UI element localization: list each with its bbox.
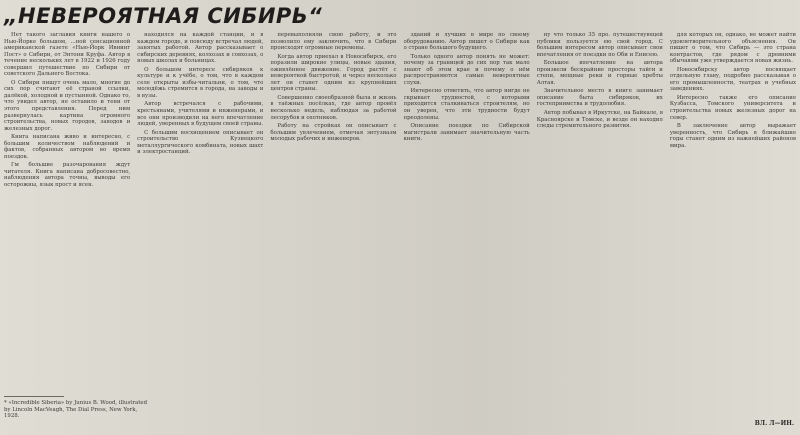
paragraph: находился на каждой станции, и в каждом городе, и повсюду встречал людей, занятых работой. Автор рассказывает о сибирских деревнях, колхозах и совхозах, о новых школах и больницах. bbox=[137, 32, 264, 65]
paragraph: Новосибирску автор посвящает отдельную главу, подробно рассказывая о его промышленности, театрах и учебных заведениях. bbox=[669, 66, 797, 93]
text-column-6 bbox=[670, 32, 796, 430]
text-column-5 bbox=[537, 32, 663, 430]
article-columns bbox=[4, 32, 796, 430]
paragraph: для которых он, однако, не может найти удовлетворительного объяснения. Он пишет о том, что Сибирь — это страна контрастов, где рядом с древними обычаями уже утверждается новая жизнь. bbox=[669, 32, 797, 65]
text-column-1 bbox=[4, 8, 130, 430]
paragraph: Описание поездки по Сибирской магистрали занимает значительную часть книги. bbox=[403, 123, 530, 143]
article-headline: „НЕВЕРОЯТНАЯ СИБИРЬ“ bbox=[4, 4, 323, 28]
paragraph: Автор встречался с рабочими, крестьянами, учителями и инженерами, и все они производили на него впечатление людей, уверенных в будущем своей страны. bbox=[137, 101, 264, 128]
paragraph: Книга написана живо и интересно, с большим количеством наблюдений и фактов, собранных автором во время поездок. bbox=[4, 134, 131, 160]
paragraph: Когда автор приехал в Новосибирск, его поразили широкие улицы, новые здания, оживлённое движение. Город растёт с невероятной быстротой, и через несколько лет он станет одним из крупнейших центров страны. bbox=[270, 53, 397, 93]
text-column-4 bbox=[404, 32, 530, 430]
paragraph: Значительное место в книге занимает описание быта сибиряков, их гостеприимства и трудолюбия. bbox=[536, 88, 663, 108]
paragraph: Нет такого заглавия книги нашего о Нью-Йорке большом, ...ной сенсационной американской газете «Нью-Йорк Ивнинг Пост» о Сибири, от Энтони Круфа. Автор в течение нескольких лет в 1922 и 1926 году совершил путешествие по Сибири от советского Дальнего Востока. bbox=[4, 32, 131, 78]
text-column-3 bbox=[270, 32, 396, 430]
paragraph: В заключение автор выражает уверенность, что Сибирь в ближайшие годы станет одним из важнейших районов мира. bbox=[669, 123, 797, 149]
paragraph: Совершенно своеобразной была и жизнь в таёжных посёлках, где автор провёл несколько недель, наблюдая за работой лесорубов и охотников. bbox=[270, 94, 397, 121]
paragraph: Интересно отметить, что автор нигде не скрывает трудностей, с которыми приходится сталкиваться строителям, но он уверен, что эти трудности будут преодолены. bbox=[403, 88, 530, 121]
paragraph: ну что только 35 про. путешествующей публики пользуется ею свой город. С большим интересом автор описывает свои впечатления от поездки по Оби и Енисею. bbox=[536, 32, 663, 58]
footnote-rule bbox=[4, 396, 64, 397]
paragraph: Только одного автор понять не может: почему за границей до сих пор так мало знают об этом крае и почему о нём распространяются самые невероятные слухи. bbox=[403, 53, 530, 86]
paragraph: Большое впечатление на автора произвели бескрайние просторы тайги и степи, мощные реки и горные хребты Алтая. bbox=[536, 60, 663, 86]
paragraph: О Сибири пишут очень мало, многие до сих пор считают её страной ссылки, далёкой, холодной и пустынной. Однако то, что увидел автор, не оставило и тени от этого представления. Перед ним развернулась картина огромного строительства, новых городов, заводов и железных дорог. bbox=[4, 79, 131, 132]
paragraph: Интересно также его описание Кузбасса, Томского университета и строительства новых железных дорог на север. bbox=[669, 94, 797, 121]
paragraph: перевыполняли свою работу, и это позволило ему заключить, что в Сибири происходят огромные перемены. bbox=[270, 32, 397, 52]
paragraph: Автор побывал в Иркутске, на Байкале, в Красноярске и Томске, и везде он находил следы стремительного развития. bbox=[536, 110, 663, 130]
footnote: * «Incredible Siberia» by Junius B. Wood, illustrated by Lincoln MacVeagh, The Dial Press, New York, 1928. bbox=[4, 400, 148, 419]
paragraph: зданий и лучших в мире по своему оборудованию. Автор пишет о Сибири как о стране большого будущего. bbox=[403, 32, 530, 52]
text-column-2 bbox=[137, 32, 263, 430]
paragraph: Гм большие разочарования ждут читателя. Книга написана добросовестно, наблюдения автора точны, выводы его осторожны, язык прост и ясен. bbox=[4, 162, 131, 189]
paragraph: О большом интересе сибиряков к культуре и к учёбе, о том, что в каждом селе открыты избы-читальни, о том, что молодёжь стремится в города, на заводы и в вузы. bbox=[137, 66, 264, 99]
author-signature: ВЛ. Л—ИН. bbox=[754, 420, 794, 427]
paragraph: С большим восхищением описывает он строительство Кузнецкого металлургического комбината, новых шахт и электростанций. bbox=[137, 129, 264, 156]
paragraph: Работу на стройках он описывает с большим увлечением, отмечая энтузиазм молодых рабочих и инженеров. bbox=[270, 123, 397, 143]
